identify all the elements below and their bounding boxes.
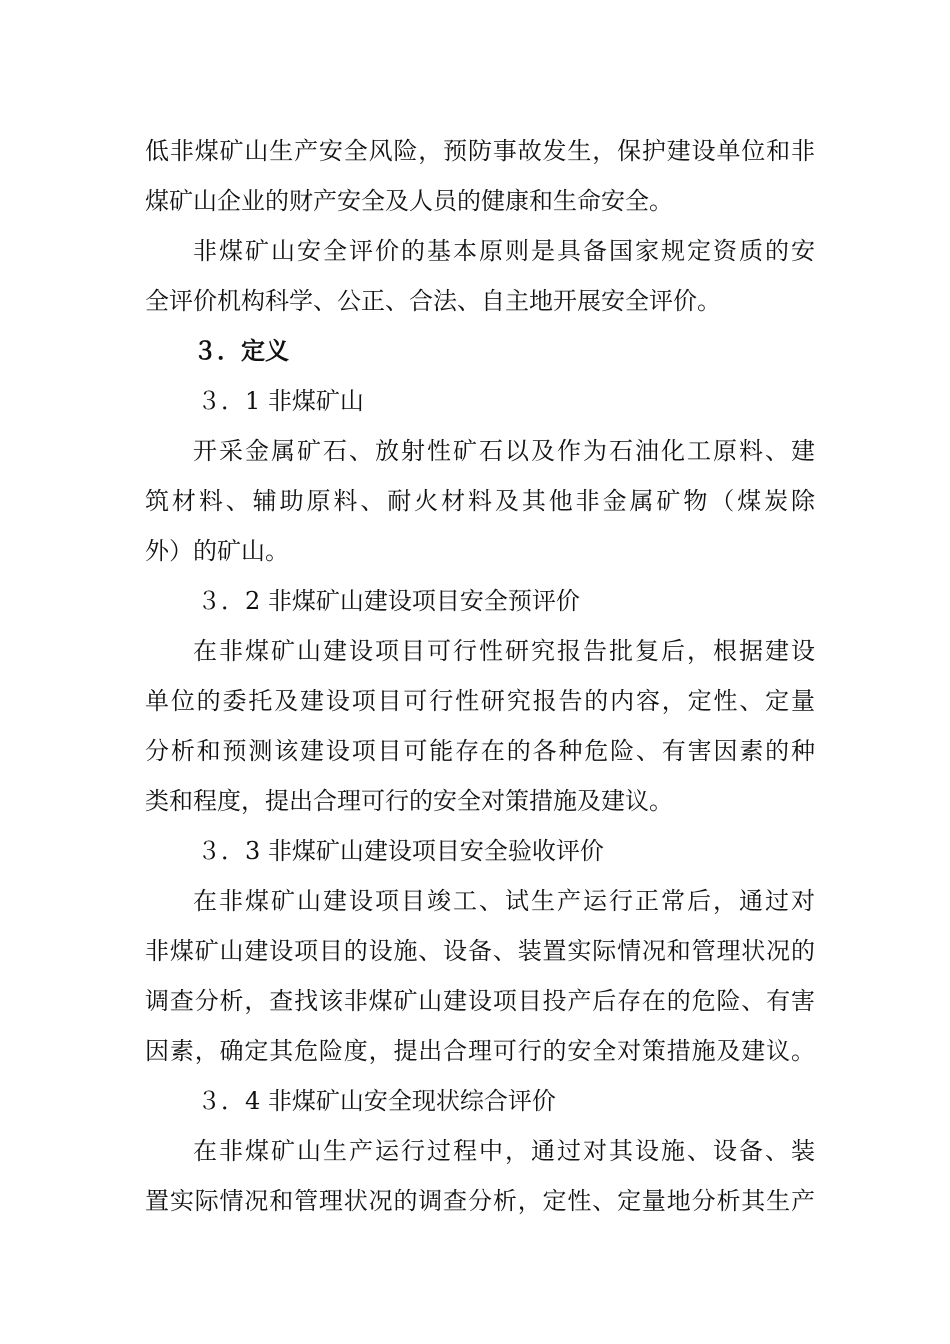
subsection-heading: ３．1 非煤矿山: [197, 387, 364, 415]
subsection-heading: ３．2 非煤矿山建设项目安全预评价: [197, 587, 580, 615]
paragraph-line: 在非煤矿山建设项目竣工、试生产运行正常后，通过对: [193, 887, 815, 915]
section-heading: ３．定义: [193, 337, 289, 365]
paragraph-line: 因素，确定其危险度，提出合理可行的安全对策措施及建议。: [145, 1037, 815, 1065]
paragraph-line: 全评价机构科学、公正、合法、自主地开展安全评价。: [145, 287, 721, 315]
paragraph-line: 非煤矿山建设项目的设施、设备、装置实际情况和管理状况的: [145, 937, 815, 965]
paragraph-line: 调查分析，查找该非煤矿山建设项目投产后存在的危险、有害: [145, 987, 815, 1015]
paragraph-line: 置实际情况和管理状况的调查分析，定性、定量地分析其生产: [145, 1187, 815, 1215]
paragraph-line: 在非煤矿山生产运行过程中，通过对其设施、设备、装: [193, 1137, 815, 1165]
paragraph-line: 煤矿山企业的财产安全及人员的健康和生命安全。: [145, 187, 673, 215]
paragraph-line: 在非煤矿山建设项目可行性研究报告批复后，根据建设: [193, 637, 815, 665]
subsection-heading: ３．4 非煤矿山安全现状综合评价: [197, 1087, 556, 1115]
paragraph-line: 低非煤矿山生产安全风险，预防事故发生，保护建设单位和非: [145, 137, 815, 165]
paragraph-line: 筑材料、辅助原料、耐火材料及其他非金属矿物（煤炭除: [145, 487, 815, 515]
paragraph-line: 外）的矿山。: [145, 537, 289, 565]
paragraph-line: 非煤矿山安全评价的基本原则是具备国家规定资质的安: [193, 237, 815, 265]
paragraph-line: 分析和预测该建设项目可能存在的各种危险、有害因素的种: [145, 737, 815, 765]
paragraph-line: 开采金属矿石、放射性矿石以及作为石油化工原料、建: [193, 437, 815, 465]
paragraph-line: 单位的委托及建设项目可行性研究报告的内容，定性、定量: [145, 687, 815, 715]
paragraph-line: 类和程度，提出合理可行的安全对策措施及建议。: [145, 787, 673, 815]
subsection-heading: ３．3 非煤矿山建设项目安全验收评价: [197, 837, 604, 865]
